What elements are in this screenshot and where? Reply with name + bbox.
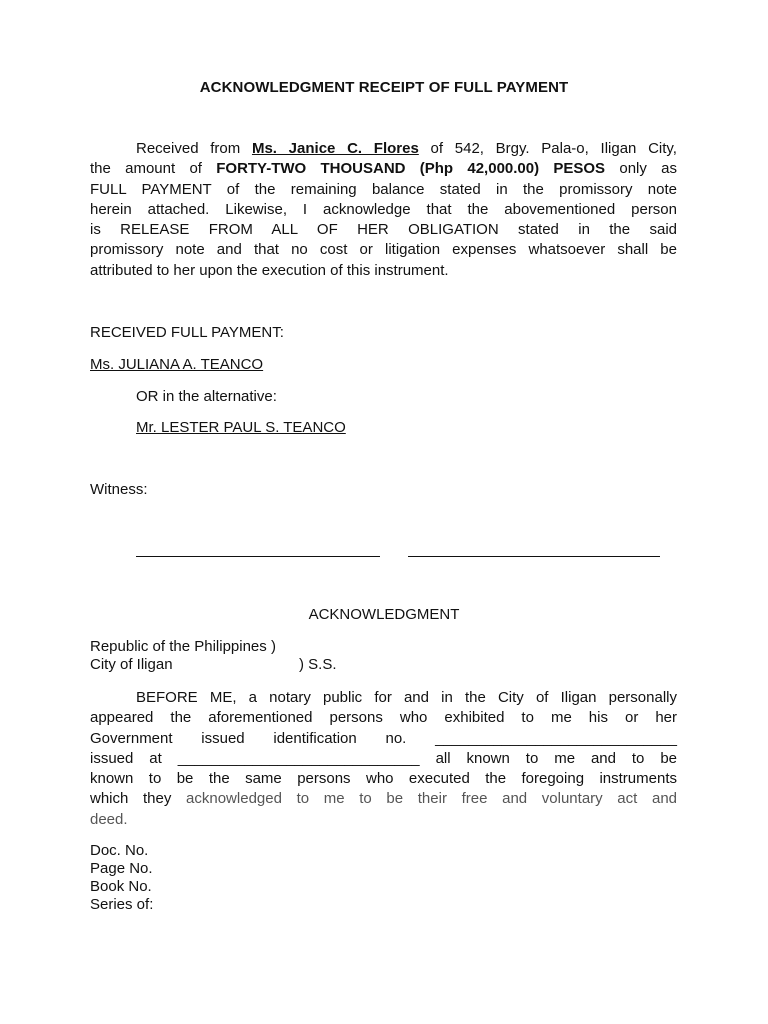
notary-line-1: BEFORE ME, a notary public for and in the City of Iligan personally xyxy=(136,689,677,706)
receipt-line-4: herein attached. Likewise, I acknowledge that the abovementioned person xyxy=(90,200,677,218)
doc-no: Doc. No. xyxy=(90,842,149,859)
receipt-line-5: is RELEASE FROM ALL OF HER OBLIGATION stated in the said xyxy=(90,221,677,239)
venue-city: City of Iligan xyxy=(90,656,173,673)
receipt-line-7: attributed to her upon the execution of this instrument. xyxy=(90,261,449,279)
venue-republic: Republic of the Philippines ) xyxy=(90,638,276,655)
receipt-line-2: the amount of FORTY-TWO THOUSAND (Php 42,000.00) PESOS only as xyxy=(90,160,677,178)
receipt-paragraph xyxy=(90,139,677,281)
document-title: ACKNOWLEDGMENT RECEIPT OF FULL PAYMENT xyxy=(199,79,569,96)
issued-at-blank: _____________________________ xyxy=(177,749,420,767)
notary-line-6: which they acknowledged to me to be their free and voluntary act and xyxy=(90,790,678,808)
notary-line-3: Government issued identification no. _____________________________ xyxy=(90,729,677,747)
witness-signature-line-2 xyxy=(408,556,660,557)
series-of: Series of: xyxy=(90,896,154,913)
book-no: Book No. xyxy=(90,878,152,895)
notary-line-2: appeared the aforementioned persons who exhibited to me his or her xyxy=(90,709,677,727)
receipt-line-1: Received from Ms. Janice C. Flores of 542, Brgy. Pala-o, Iligan City, xyxy=(136,140,677,157)
notary-line-7: deed. xyxy=(90,810,128,828)
id-number-blank: _____________________________ xyxy=(435,729,677,747)
notary-line-4: issued at _____________________________ all known to me and to be xyxy=(90,749,677,767)
alternative-label: OR in the alternative: xyxy=(136,388,277,405)
venue-ss: ) S.S. xyxy=(299,656,337,673)
received-label: RECEIVED FULL PAYMENT: xyxy=(90,324,284,341)
receipt-line-6: promissory note and that no cost or litigation expenses whatsoever shall be xyxy=(90,241,677,259)
recipient-name-1: Ms. JULIANA A. TEANCO xyxy=(90,356,264,373)
notary-line-5: known to be the same persons who executed the foregoing instruments xyxy=(90,770,677,788)
payment-amount: FORTY-TWO THOUSAND (Php 42,000.00) PESOS xyxy=(216,160,606,178)
witness-label: Witness: xyxy=(90,481,148,498)
recipient-name-2: Mr. LESTER PAUL S. TEANCO xyxy=(136,419,346,436)
witness-signature-line-1 xyxy=(136,556,380,557)
page-no: Page No. xyxy=(90,860,153,877)
notary-paragraph xyxy=(90,688,677,830)
payer-name: Ms. Janice C. Flores xyxy=(251,140,419,157)
receipt-line-3: FULL PAYMENT of the remaining balance stated in the promissory note xyxy=(90,180,677,198)
acknowledgment-heading: ACKNOWLEDGMENT xyxy=(308,606,460,623)
